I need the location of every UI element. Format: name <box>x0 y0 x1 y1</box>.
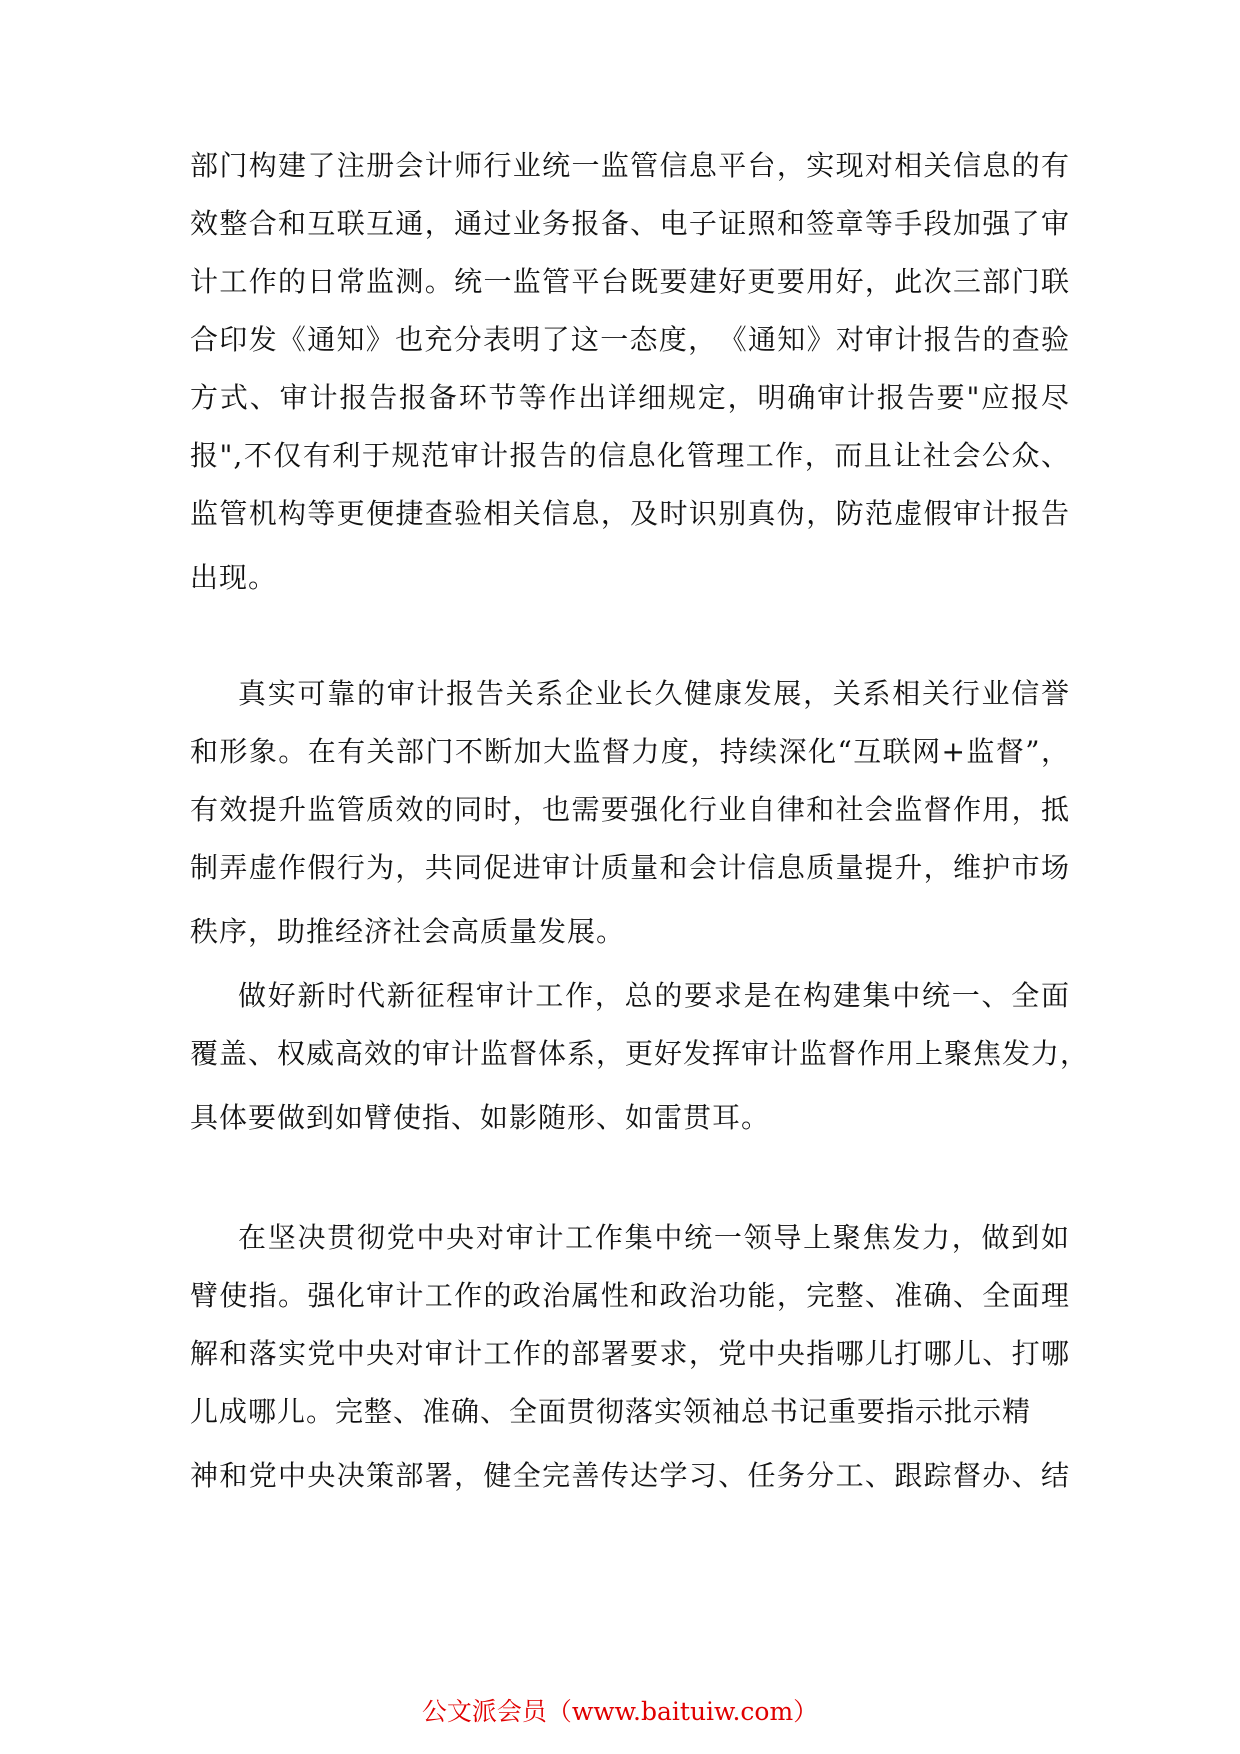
text-line: 在坚决贯彻党中央对审计工作集中统一领导上聚焦发力，做到如 <box>238 1221 1070 1254</box>
text-line: 报",不仅有利于规范审计报告的信息化管理工作，而且让社会公众、 <box>190 439 1070 472</box>
text-line: 秩序，助推经济社会高质量发展。 <box>190 915 626 948</box>
text-line: 制弄虚作假行为，共同促进审计质量和会计信息质量提升，维护市场 <box>190 851 1070 884</box>
text-line: 臂使指。强化审计工作的政治属性和政治功能，完整、准确、全面理 <box>190 1279 1070 1312</box>
text-line: 合印发《通知》也充分表明了这一态度， 《通知》对审计报告的查验 <box>190 323 1070 356</box>
text-line: 做好新时代新征程审计工作，总的要求是在构建集中统一、全面 <box>238 979 1070 1012</box>
text-line: 和形象。在有关部门不断加大监督力度，持续深化“互联网+监督”， <box>190 735 1070 768</box>
text-line: 具体要做到如臂使指、如影随形、如雷贯耳。 <box>190 1101 771 1134</box>
text-line: 儿成哪儿。完整、准确、全面贯彻落实领袖总书记重要指示批示精 <box>190 1395 1032 1428</box>
text-line: 方式、审计报告报备环节等作出详细规定，明确审计报告要"应报尽 <box>190 381 1070 414</box>
text-line: 计工作的日常监测。统一监管平台既要建好更要用好，此次三部门联 <box>190 265 1070 298</box>
text-line: 解和落实党中央对审计工作的部署要求，党中央指哪儿打哪儿、打哪 <box>190 1337 1070 1370</box>
text-line: 覆盖、权威高效的审计监督体系，更好发挥审计监督作用上聚焦发力， <box>190 1037 1090 1070</box>
text-line: 出现。 <box>190 561 278 594</box>
text-line: 真实可靠的审计报告关系企业长久健康发展，关系相关行业信誉 <box>238 677 1070 710</box>
text-line: 监管机构等更便捷查验相关信息，及时识别真伪，防范虚假审计报告 <box>190 497 1070 530</box>
text-line: 部门构建了注册会计师行业统一监管信息平台，实现对相关信息的有 <box>190 149 1070 182</box>
footer-site-link[interactable]: 公文派会员（www.baituiw.com） <box>421 1697 819 1726</box>
text-line: 神和党中央决策部署，健全完善传达学习、任务分工、跟踪督办、结 <box>190 1459 1070 1492</box>
text-line: 有效提升监管质效的同时，也需要强化行业自律和社会监督作用，抵 <box>190 793 1070 826</box>
text-line: 效整合和互联互通，通过业务报备、电子证照和签章等手段加强了审 <box>190 207 1070 240</box>
